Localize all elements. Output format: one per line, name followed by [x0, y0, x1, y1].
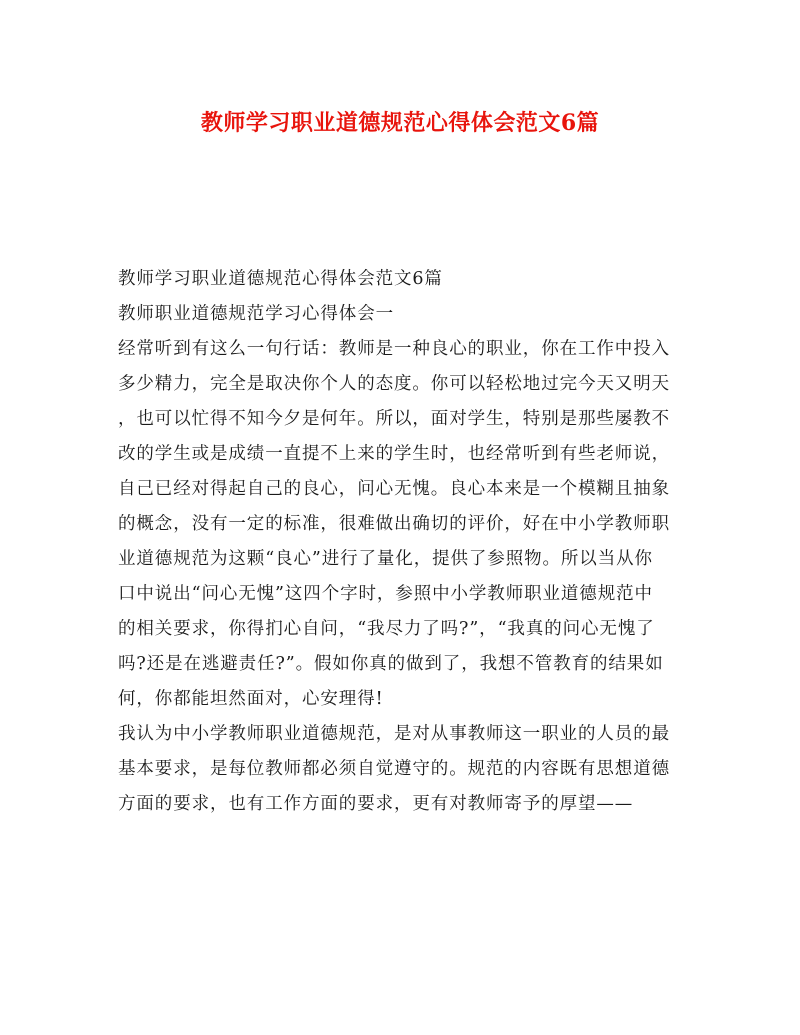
body-line: 的相关要求，你得扪心自问，“我尽力了吗?”，“我真的问心无愧了 — [118, 619, 655, 639]
body-line-subtitle: 教师学习职业道德规范心得体会范文6篇 — [118, 269, 443, 289]
body-line: 经常听到有这么一句行话：教师是一种良心的职业，你在工作中投入 — [118, 339, 670, 359]
body-line: 我认为中小学教师职业道德规范，是对从事教师这一职业的人员的最 — [118, 724, 670, 744]
body-line: 自己已经对得起自己的良心，问心无愧。良心本来是一个模糊且抽象 — [118, 479, 670, 499]
body-line-section-heading: 教师职业道德规范学习心得体会一 — [118, 304, 394, 324]
body-line: 方面的要求，也有工作方面的要求，更有对教师寄予的厚望—— — [118, 794, 634, 814]
body-line: 何，你都能坦然面对，心安理得! — [118, 689, 384, 709]
body-line: 口中说出“问心无愧”这四个字时，参照中小学教师职业道德规范中 — [118, 584, 653, 604]
body-line: 业道德规范为这颗“良心”进行了量化，提供了参照物。所以当从你 — [118, 549, 653, 569]
body-line: 改的学生或是成绩一直提不上来的学生时，也经常听到有些老师说， — [118, 444, 670, 464]
body-line: 基本要求，是每位教师都必须自觉遵守的。规范的内容既有思想道德 — [118, 759, 670, 779]
document-title: 教师学习职业道德规范心得体会范文6篇 — [200, 110, 600, 136]
body-line: 的概念，没有一定的标准，很难做出确切的评价，好在中小学教师职 — [118, 514, 670, 534]
body-line: 多少精力，完全是取决你个人的态度。你可以轻松地过完今天又明天 — [118, 374, 670, 394]
body-line: ，也可以忙得不知今夕是何年。所以，面对学生，特别是那些屡教不 — [118, 409, 670, 429]
document-body — [118, 262, 684, 822]
body-line: 吗?还是在逃避责任?”。假如你真的做到了，我想不管教育的结果如 — [118, 654, 664, 674]
